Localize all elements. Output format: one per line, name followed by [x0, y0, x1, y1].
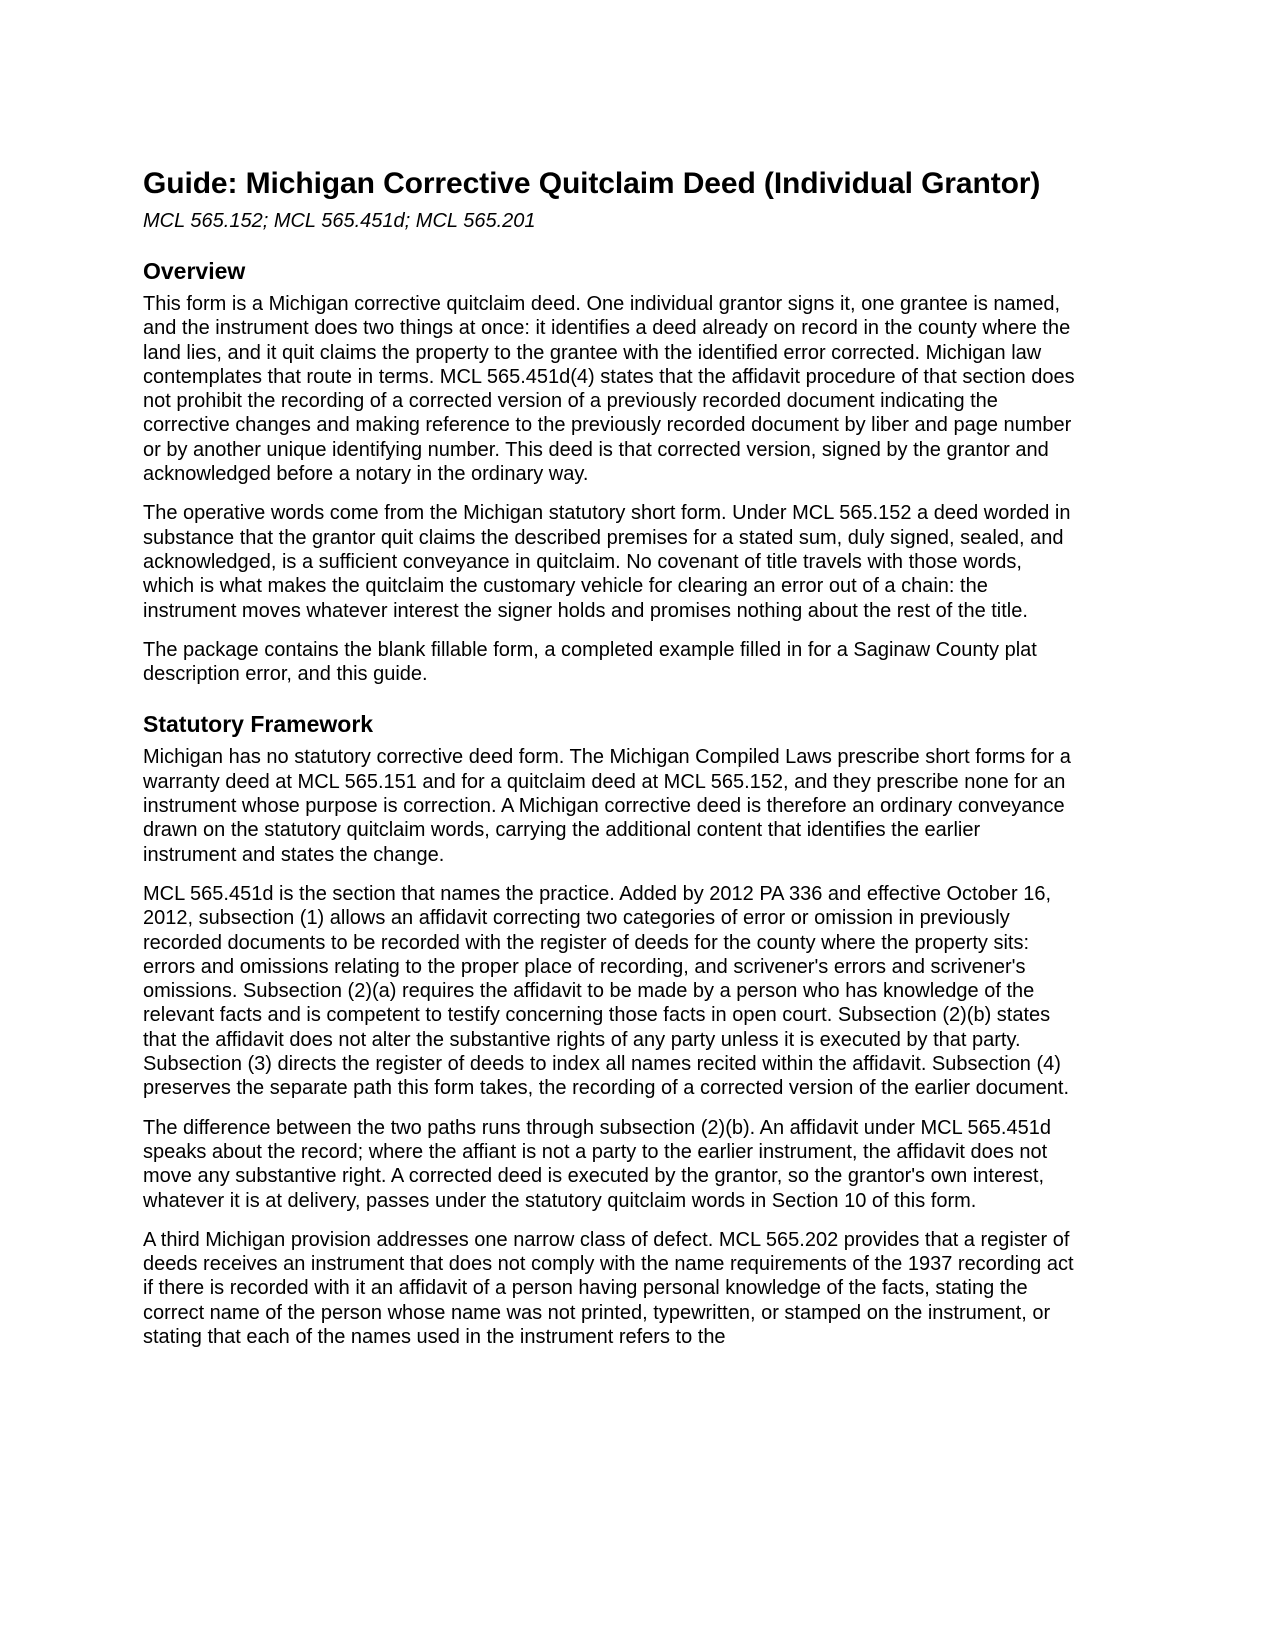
section-heading: Overview	[143, 258, 246, 284]
paragraph: The difference between the two paths runs through subsection (2)(b). An affidavit under MCL 565.451d speaks about the record; where the affiant is not a party to the earlier instrument, the affidavit does not move any substantive right. A corrected deed is executed by the grantor, so the grantor's own interest, whatever it is at delivery, passes under the statutory quitclaim words in Section 10 of this form.	[143, 1116, 1051, 1212]
statute-citation: MCL 565.152; MCL 565.451d; MCL 565.201	[143, 210, 536, 232]
document-title: Guide: Michigan Corrective Quitclaim Deed (Individual Grantor)	[143, 167, 1041, 200]
paragraph: MCL 565.451d is the section that names the practice. Added by 2012 PA 336 and effective October 16, 2012, subsection (1) allows an affidavit correcting two categories of error or omission in previously recorded documents to be recorded with the register of deeds for the county where the property sits: errors and omissions relating to the proper place of recording, and scrivener's errors and scrivener's omissions. Subsection (2)(a) requires the affidavit to be made by a person who has knowledge of the relevant facts and is competent to testify concerning those facts in open court. Subsection (2)(b) states that the affidavit does not alter the substantive rights of any party unless it is executed by that party. Subsection (3) directs the register of deeds to index all names recited within the affidavit. Subsection (4) preserves the separate path this form takes, the recording of a corrected version of the earlier document.	[143, 882, 1070, 1100]
section-overview	[143, 256, 1078, 686]
paragraph: A third Michigan provision addresses one narrow class of defect. MCL 565.202 provides that a register of deeds receives an instrument that does not comply with the name requirements of the 1937 recording act if there is recorded with it an affidavit of a person having personal knowledge of the facts, stating the correct name of the person whose name was not printed, typewritten, or stamped on the instrument, or stating that each of the names used in the instrument refers to the	[143, 1228, 1074, 1348]
paragraph: The package contains the blank fillable form, a completed example filled in for a Saginaw County plat description error, and this guide.	[143, 638, 1037, 686]
paragraph: Michigan has no statutory corrective deed form. The Michigan Compiled Laws prescribe short forms for a warranty deed at MCL 565.151 and for a quitclaim deed at MCL 565.152, and they prescribe none for an instrument whose purpose is correction. A Michigan corrective deed is therefore an ordinary conveyance drawn on the statutory quitclaim words, carrying the additional content that identifies the earlier instrument and states the change.	[143, 746, 1071, 866]
section-statutory-framework	[143, 709, 1078, 1349]
document-page	[143, 165, 1078, 1364]
paragraph: The operative words come from the Michigan statutory short form. Under MCL 565.152 a deed worded in substance that the grantor quit claims the described premises for a stated sum, duly signed, sealed, and acknowledged, is a sufficient conveyance in quitclaim. No covenant of title travels with those words, which is what makes the quitclaim the customary vehicle for clearing an error out of a chain: the instrument moves whatever interest the signer holds and promises nothing about the rest of the title.	[143, 502, 1071, 622]
paragraph: This form is a Michigan corrective quitclaim deed. One individual grantor signs it, one grantee is named, and the instrument does two things at once: it identifies a deed already on record in the county where the land lies, and it quit claims the property to the grantee with the identified error corrected. Michigan law contemplates that route in terms. MCL 565.451d(4) states that the affidavit procedure of that section does not prohibit the recording of a corrected version of a previously recorded document indicating the corrective changes and making reference to the previously recorded document by liber and page number or by another unique identifying number. This deed is that corrected version, signed by the grantor and acknowledged before a notary in the ordinary way.	[143, 293, 1075, 486]
section-heading: Statutory Framework	[143, 711, 374, 738]
